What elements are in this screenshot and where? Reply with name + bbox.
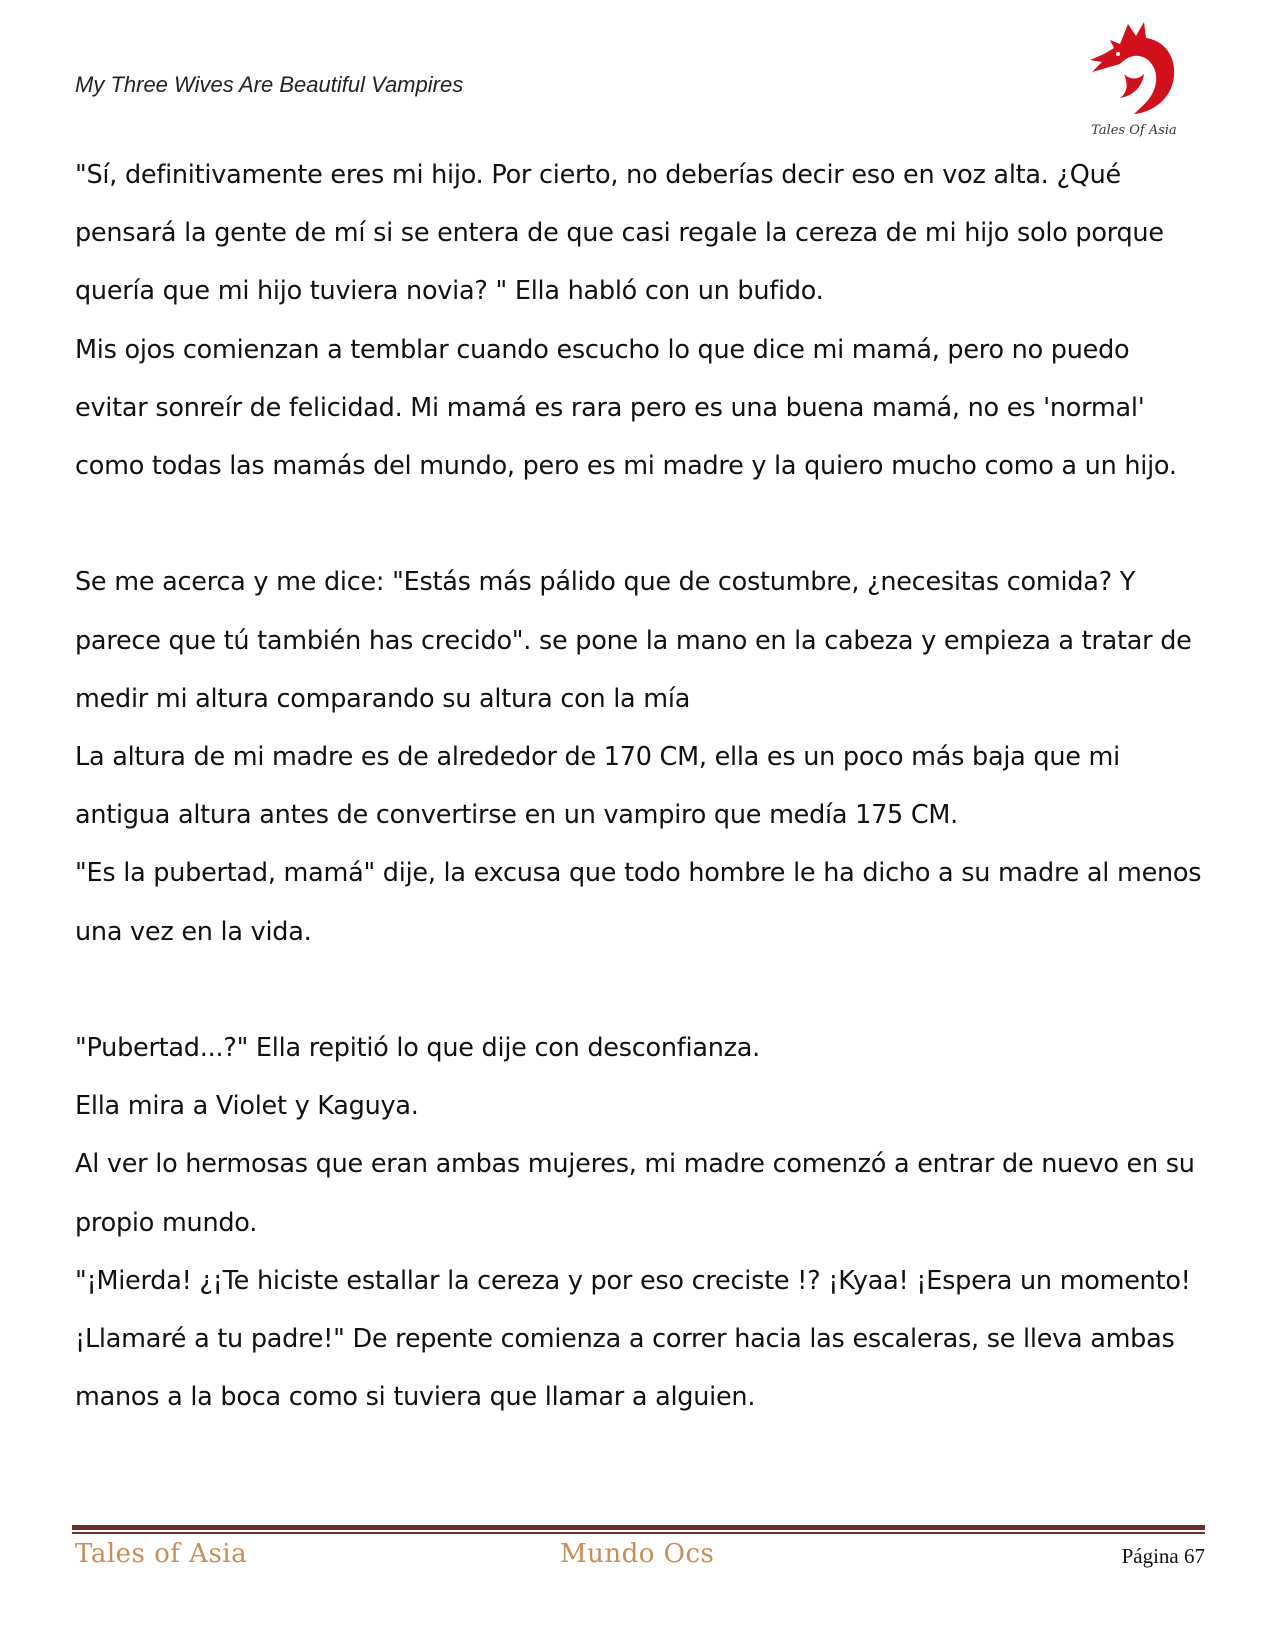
paragraph: Ella mira a Violet y Kaguya. — [75, 1091, 419, 1122]
paragraph: Mis ojos comienzan a temblar cuando escucho lo que dice mi mamá, pero no puedo evitar sonreír de felicidad. Mi mamá es rara pero es una buena mamá, no es 'normal' como todas las mamás del mundo, pero es mi madre y la quiero mucho como a un hijo. — [75, 334, 1177, 482]
paragraph: Se me acerca y me dice: "Estás más pálido que de costumbre, ¿necesitas comida? Y parece que tú también has crecido". se pone la mano en la cabeza y empieza a tratar de medir mi altura comparando su altura con la mía — [75, 567, 1192, 714]
paragraph: "Pubertad...?" Ella repitió lo que dije con desconfianza. — [75, 1033, 760, 1064]
page-number: Página 67 — [1121, 1544, 1205, 1568]
footer-rule-thin — [72, 1532, 1205, 1534]
logo-text: Tales Of Asia — [1091, 123, 1177, 138]
paragraph: "Es la pubertad, mamá" dije, la excusa que todo hombre le ha dicho a su madre al menos una vez en la vida. — [75, 858, 1202, 947]
footer-publisher: Tales of Asia — [75, 1539, 248, 1569]
paragraph: "¡Mierda! ¿¡Te hiciste estallar la cereza y por eso creciste !? ¡Kyaa! ¡Espera un momento! ¡Llamaré a tu padre!" De repente comienza a correr hacia las escaleras, se lleva ambas manos a la boca como si tuviera que llamar a alguien. — [75, 1265, 1191, 1413]
publisher-logo — [1084, 14, 1184, 140]
paragraph: La altura de mi madre es de alrededor de 170 CM, ella es un poco más baja que mi antigua altura antes de convertirse en un vampiro que medía 175 CM. — [75, 742, 1120, 831]
paragraph: Al ver lo hermosas que eran ambas mujeres, mi madre comenzó a entrar de nuevo en su propio mundo. — [75, 1149, 1195, 1238]
footer-translator: Mundo Ocs — [560, 1539, 715, 1569]
chapter-body — [75, 146, 1205, 1426]
book-title: My Three Wives Are Beautiful Vampires — [75, 72, 464, 97]
footer-rule — [72, 1525, 1205, 1530]
paragraph: "Sí, definitivamente eres mi hijo. Por cierto, no deberías decir eso en voz alta. ¿Qué pensará la gente de mí si se entera de que casi regale la cereza de mi hijo solo porque quería que mi hijo tuviera novia? " Ella habló con un bufido. — [75, 160, 1164, 307]
blank-line — [75, 495, 1205, 553]
blank-line — [75, 961, 1205, 1019]
red-dragon-icon — [1084, 14, 1184, 140]
